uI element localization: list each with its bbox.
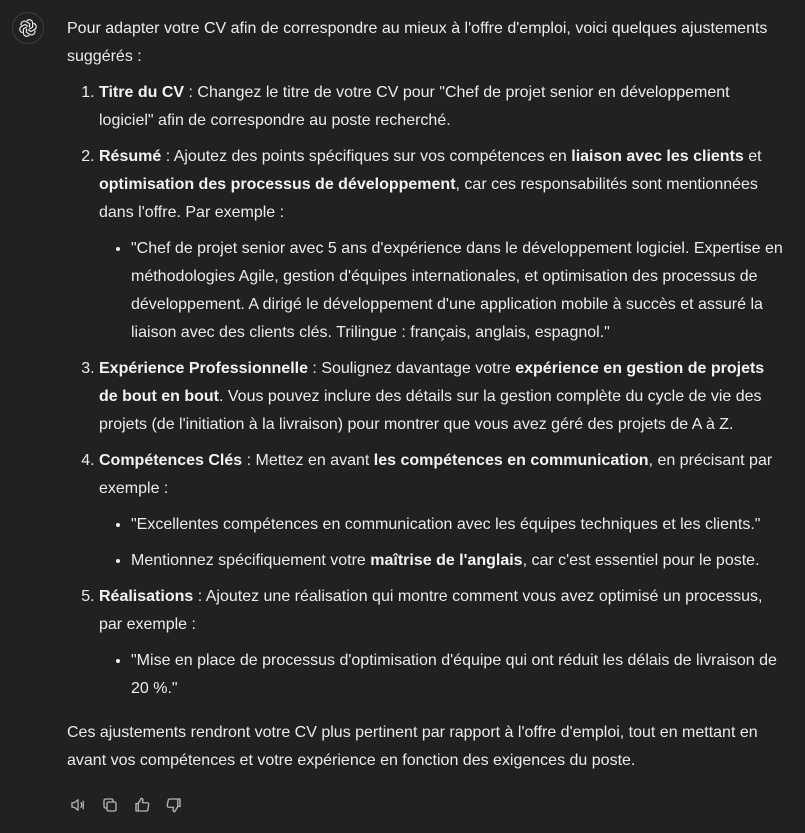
thumbs-down-icon: [165, 796, 183, 814]
item-emphasis: optimisation des processus de développement: [99, 176, 456, 193]
copy-button[interactable]: [99, 794, 121, 816]
list-item: [99, 447, 787, 575]
list-item: [99, 79, 787, 135]
item-text: , car ces responsabilités sont mentionnées dans l'offre. Par exemple :: [99, 176, 758, 221]
suggestions-list: [67, 79, 787, 703]
thumbs-up-icon: [133, 796, 151, 814]
read-aloud-button[interactable]: [67, 794, 89, 816]
thumbs-down-button[interactable]: [163, 794, 185, 816]
item-title: Résumé: [99, 148, 162, 165]
item-emphasis: maîtrise de l'anglais: [370, 552, 523, 569]
copy-icon: [101, 796, 119, 814]
item-text: : Ajoutez une réalisation qui montre comment vous avez optimisé un processus, par exemple :: [99, 588, 763, 633]
item-text: : Mettez en avant: [242, 452, 374, 469]
item-text: , en précisant par exemple :: [99, 452, 773, 497]
item-emphasis: liaison avec les clients: [571, 148, 744, 165]
item-title: Réalisations: [99, 588, 194, 605]
list-item: [99, 355, 787, 439]
item-title: Compétences Clés: [99, 452, 243, 469]
message-outro: Ces ajustements rendront votre CV plus pertinent par rapport à l'offre d'emploi, tout en mettant en avant vos compétences et votre expérience en fonction des exigences du poste.: [67, 724, 758, 769]
item-emphasis: expérience en gestion de projets de bout en bout: [99, 360, 765, 405]
example-item: • "Mise en place de processus d'optimisation d'équipe qui ont réduit les délais de livraison de 20 %.": [131, 647, 787, 703]
read-aloud-icon: [69, 796, 87, 814]
assistant-message: [67, 15, 787, 775]
example-list: [99, 647, 787, 703]
list-item: [99, 583, 787, 703]
example-item: • "Excellentes compétences en communication avec les équipes techniques et les clients.": [131, 511, 787, 539]
item-text: : Changez le titre de votre CV pour "Chef de projet senior en développement logiciel" afin de correspondre au poste recherché.: [99, 84, 730, 129]
example-list: [99, 235, 787, 347]
example-item: • "Chef de projet senior avec 5 ans d'expérience dans le développement logiciel. Expertise en méthodologies Agile, gestion d'équipes internationales, et optimisation des processus de développement. A dirigé le développement d'une application mobile à succès et assuré la liaison avec des clients clés. Trilingue : français, anglais, espagnol.": [131, 235, 787, 347]
message-actions: [67, 794, 185, 816]
example-list: [99, 511, 787, 575]
item-text: : Soulignez davantage votre: [307, 360, 516, 377]
assistant-avatar: [12, 12, 44, 44]
example-item: [131, 547, 787, 575]
item-text: et: [743, 148, 762, 165]
thumbs-up-button[interactable]: [131, 794, 153, 816]
message-intro: Pour adapter votre CV afin de correspondre au mieux à l'offre d'emploi, voici quelques ajustements suggérés :: [67, 20, 768, 65]
openai-logo-icon: [18, 18, 38, 38]
item-title: Titre du CV: [99, 84, 185, 101]
item-text: , car c'est essentiel pour le poste.: [522, 552, 760, 569]
item-text: Mentionnez spécifiquement votre: [131, 552, 371, 569]
item-title: Expérience Professionnelle: [99, 360, 308, 377]
item-emphasis: les compétences en communication: [373, 452, 649, 469]
item-text: . Vous pouvez inclure des détails sur la gestion complète du cycle de vie des projets (de l'initiation à la livraison) pour montrer que vous avez géré des projets de A à Z.: [99, 388, 762, 433]
item-text: : Ajoutez des points spécifiques sur vos compétences en: [161, 148, 572, 165]
list-item: [99, 143, 787, 347]
